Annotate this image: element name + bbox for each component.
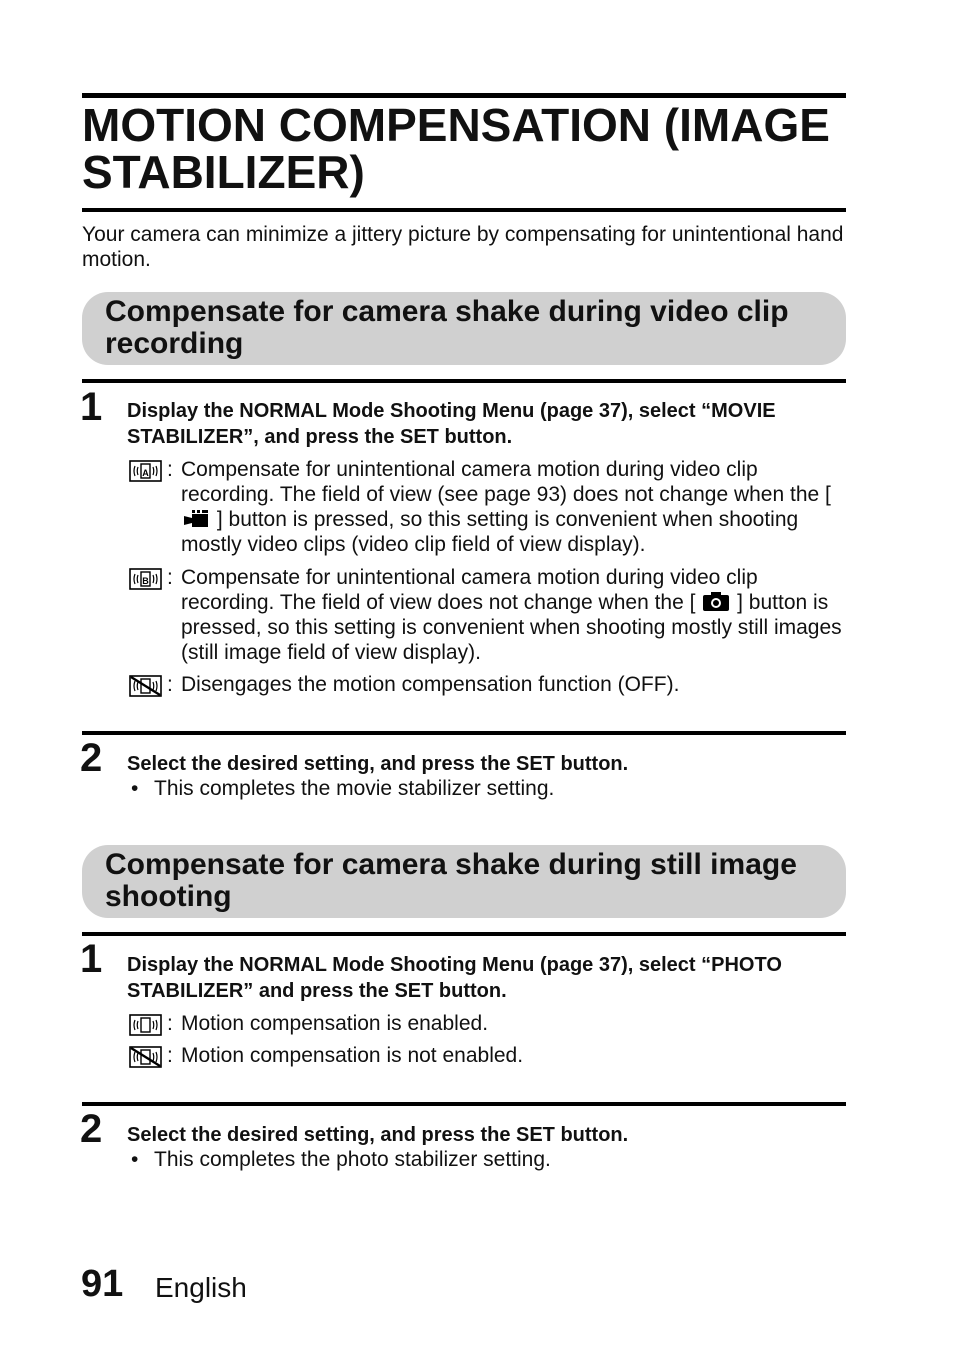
page-title: MOTION COMPENSATION (IMAGE STABILIZER) bbox=[82, 99, 830, 198]
step-number: 2 bbox=[80, 1107, 103, 1151]
step-rule bbox=[82, 932, 846, 936]
step-rule bbox=[82, 731, 846, 735]
bullet-char: • bbox=[131, 777, 139, 800]
option-colon: : bbox=[167, 1012, 173, 1035]
step-number: 1 bbox=[80, 385, 103, 429]
intro-text: Your camera can minimize a jittery picture by compensating for unintentional hand motion. bbox=[82, 223, 844, 271]
option-description: Motion compensation is not enabled. bbox=[181, 1044, 524, 1067]
option-description bbox=[181, 457, 845, 557]
page-number: 91 bbox=[81, 1263, 124, 1305]
stabilizer-off-icon bbox=[129, 675, 162, 697]
option-description: Disengages the motion compensation function (OFF). bbox=[181, 673, 680, 696]
bullet-char: • bbox=[131, 1148, 139, 1171]
option-colon: : bbox=[167, 458, 173, 481]
stabilizer-on-icon bbox=[129, 1014, 162, 1036]
movie-camera-icon bbox=[181, 507, 211, 529]
step-instruction: Select the desired setting, and press the SET button. bbox=[127, 1124, 629, 1146]
step-instruction: Select the desired setting, and press the SET button. bbox=[127, 753, 629, 775]
stabilizer-off-icon bbox=[129, 1046, 162, 1068]
language-label: English bbox=[155, 1272, 247, 1303]
option-description-part: ] button is pressed, so this setting is convenient when shooting mostly video clips (video clip field of view display). bbox=[181, 508, 799, 556]
option-description-part: Compensate for unintentional camera motion during video clip recording. The field of view does not change when the [ bbox=[181, 566, 758, 614]
svg-text:A: A bbox=[142, 468, 149, 478]
stabilizer-b-icon bbox=[129, 568, 162, 590]
section-heading-still bbox=[82, 845, 846, 918]
step-instruction: Display the NORMAL Mode Shooting Menu (page 37), select “MOVIE STABILIZER”, and press the SET button. bbox=[127, 400, 776, 448]
step-instruction: Display the NORMAL Mode Shooting Menu (page 37), select “PHOTO STABILIZER” and press the SET button. bbox=[127, 954, 782, 1002]
option-colon: : bbox=[167, 673, 173, 696]
option-description-part: Compensate for unintentional camera motion during video clip recording. The field of view (see page 93) does not change when the [ bbox=[181, 458, 831, 506]
section-heading-still-text: Compensate for camera shake during still image shooting bbox=[105, 848, 797, 913]
title-bottom-rule bbox=[82, 208, 846, 212]
option-description-part: ] button is pressed, so this setting is convenient when shooting mostly still images (still image field of view display). bbox=[181, 591, 842, 664]
still-camera-icon bbox=[701, 590, 731, 612]
bullet-text: This completes the photo stabilizer setting. bbox=[154, 1148, 551, 1171]
step-rule bbox=[82, 1102, 846, 1106]
bullet-text: This completes the movie stabilizer setting. bbox=[154, 777, 555, 800]
section-heading-video bbox=[82, 292, 846, 365]
section-heading-video-text: Compensate for camera shake during video clip recording bbox=[105, 295, 789, 360]
step-number: 1 bbox=[80, 937, 103, 981]
step-rule bbox=[82, 379, 846, 383]
title-top-rule bbox=[82, 93, 846, 98]
option-colon: : bbox=[167, 566, 173, 589]
stabilizer-a-icon bbox=[129, 460, 162, 482]
svg-text:B: B bbox=[142, 576, 149, 586]
step-number: 2 bbox=[80, 736, 103, 780]
option-description bbox=[181, 565, 845, 665]
option-description: Motion compensation is enabled. bbox=[181, 1012, 489, 1035]
option-colon: : bbox=[167, 1044, 173, 1067]
